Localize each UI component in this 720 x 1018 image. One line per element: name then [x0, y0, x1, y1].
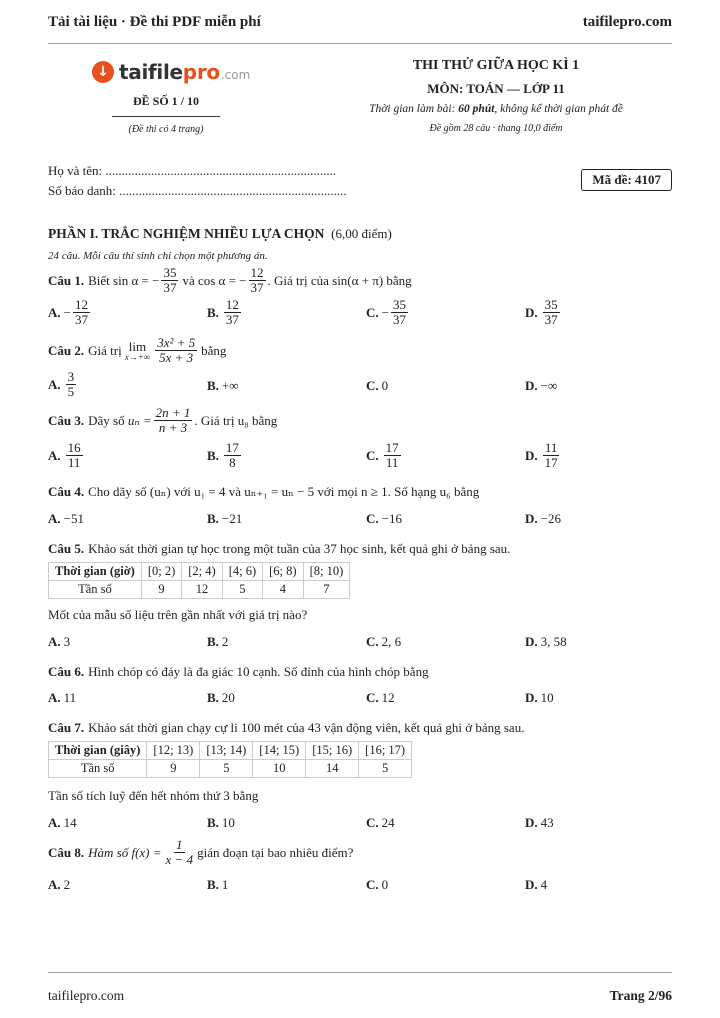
download-arrow-icon: ↓	[92, 61, 114, 83]
exam-number-divider	[112, 116, 220, 117]
option-d[interactable]: D. 3, 58	[525, 634, 567, 649]
option-a[interactable]: A. 3	[48, 634, 71, 649]
table-row: Thời gian (giây) [12; 13) [13; 14) [14; 15) [15; 16) [16; 17)	[49, 742, 412, 760]
exam-number: ĐỀ SỐ 1 / 10	[132, 94, 199, 108]
question-3: Câu 3. Dãy số uₙ = $\frac{2n + 1}{n + 3}$ . Giá trị u₈ bằng	[48, 405, 278, 436]
table-row: Thời gian (giờ) [0; 2) [2; 4) [4; 6) [6; 8) [8; 10)	[49, 563, 350, 581]
question-6: Câu 6. Hình chóp có đáy là đa giác 10 cạnh. Số đỉnh của hình chóp bằng	[48, 664, 429, 679]
question-5: Câu 5. Khảo sát thời gian tự học trong một tuần của 37 học sinh, kết quả ghi ở bảng sau.	[48, 541, 511, 556]
option-b[interactable]: B. 2	[207, 634, 229, 649]
exam-structure: Đề gồm 28 câu · thang 10,0 điểm	[429, 123, 563, 134]
page-count-note: (Đề thi có 4 trang)	[128, 124, 204, 135]
section-title: PHẦN I. TRẮC NGHIỆM NHIỀU LỰA CHỌN (6,00 điểm)	[48, 226, 392, 241]
option-b[interactable]: B. $\frac{17}{8}$	[207, 440, 239, 471]
option-d[interactable]: D. 43	[525, 815, 554, 830]
option-b[interactable]: B. 10	[207, 815, 235, 830]
header-divider	[48, 43, 672, 44]
footer-divider	[48, 972, 672, 973]
table-row: Tần số 9 5 10 14 5	[49, 760, 412, 778]
option-b[interactable]: B. $\frac{12}{37}$	[207, 297, 239, 328]
option-a[interactable]: A. 11	[48, 690, 77, 705]
table-row: Tần số 9 12 5 4 7	[49, 581, 350, 599]
question-2: Câu 2. Giá trị lim x→+∞ $\frac{\text{3x² + 5}}{5x + 3}$ bằng	[48, 335, 227, 366]
option-b[interactable]: B. +∞	[207, 378, 239, 393]
question-7-table	[48, 741, 412, 778]
question-4: Câu 4. Cho dãy số (uₙ) với u₁ = 4 và uₙ₊₁ = uₙ − 5 với mọi n ≥ 1. Số hạng u₆ bằng	[48, 484, 480, 499]
option-c[interactable]: C. 0	[366, 877, 389, 892]
logo-domain: .com	[220, 68, 251, 82]
option-b[interactable]: B. −21	[207, 511, 243, 526]
exam-subject: MÔN: TOÁN — LỚP 11	[427, 81, 565, 96]
header-left-title: Tải tài liệu · Đề thi PDF miễn phí	[48, 14, 261, 30]
option-b[interactable]: B. 20	[207, 690, 235, 705]
exam-time: Thời gian làm bài: 60 phút, không kể thời gian phát đề	[369, 103, 623, 115]
option-a[interactable]: A. $\frac{16}{11}$	[48, 440, 81, 471]
logo-text-main: taifile	[119, 60, 183, 84]
option-a[interactable]: A. 14	[48, 815, 77, 830]
question-8: Câu 8. Hàm số f(x) = $\frac{1}{x - 4}$ gián đoạn tại bao nhiêu điểm?	[48, 837, 354, 868]
option-c[interactable]: C. 2, 6	[366, 634, 402, 649]
header-site-link[interactable]: taifilepro.com	[582, 14, 672, 30]
option-d[interactable]: D. −26	[525, 511, 561, 526]
option-c[interactable]: C. −16	[366, 511, 402, 526]
question-5-table	[48, 562, 350, 599]
option-d[interactable]: D. 4	[525, 877, 548, 892]
option-d[interactable]: D. −∞	[525, 378, 558, 393]
option-a[interactable]: A. 2	[48, 877, 71, 892]
exam-code-box: Mã đề: 4107	[581, 169, 672, 191]
section-note: 24 câu. Mỗi câu thí sinh chỉ chọn một phương án.	[48, 250, 268, 262]
option-d[interactable]: D. 10	[525, 690, 554, 705]
exam-title: THI THỬ GIỮA HỌC KÌ 1	[412, 58, 580, 73]
option-a[interactable]: A. −51	[48, 511, 84, 526]
option-c[interactable]: C. 24	[366, 815, 395, 830]
option-b[interactable]: B. 1	[207, 877, 229, 892]
site-logo[interactable]	[92, 60, 250, 84]
option-a[interactable]: A. − $\frac{12}{37}$	[48, 297, 88, 328]
question-1: Câu 1. Biết sin α = − $\frac{35}{37}$ và cos α = − $\frac{12}{37}$ . Giá trị của sin(α + π) bằng	[48, 265, 412, 296]
page-number: Trang 2/96	[609, 988, 672, 1003]
logo-text-accent: pro	[182, 60, 220, 84]
question-7-prompt: Tần số tích luỹ đến hết nhóm thứ 3 bằng	[48, 788, 259, 803]
footer-site-link[interactable]: taifilepro.com	[48, 988, 125, 1003]
option-c[interactable]: C. 0	[366, 378, 389, 393]
option-c[interactable]: C. − $\frac{35}{37}$	[366, 297, 406, 328]
option-c[interactable]: C. $\frac{17}{11}$	[366, 440, 399, 471]
option-d[interactable]: D. $\frac{11}{17}$	[525, 440, 558, 471]
option-a[interactable]: A. $\frac{3}{5}$	[48, 369, 75, 400]
name-field: Họ và tên: .......................................................................	[48, 163, 337, 178]
option-c[interactable]: C. 12	[366, 690, 395, 705]
option-d[interactable]: D. $\frac{35}{37}$	[525, 297, 558, 328]
question-5-prompt: Mốt của mẫu số liệu trên gần nhất với giá trị nào?	[48, 607, 308, 622]
question-7: Câu 7. Khảo sát thời gian chạy cự li 100 mét của 43 vận động viên, kết quả ghi ở bảng sau.	[48, 720, 525, 735]
student-id-field: Số báo danh: ......................................................................	[48, 183, 347, 198]
